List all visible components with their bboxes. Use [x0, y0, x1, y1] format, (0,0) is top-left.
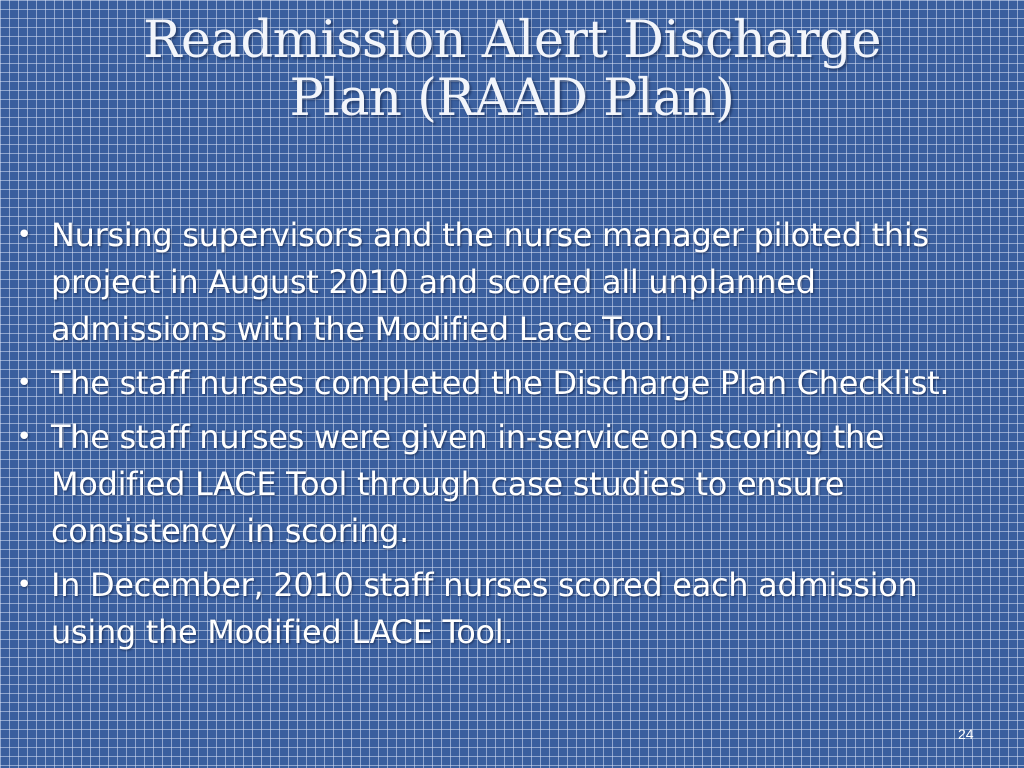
bullet-item	[14, 414, 994, 555]
page-number: 24	[958, 726, 974, 742]
bullet-text: Nursing supervisors and the nurse manager piloted this project in August 2010 and scored all unplanned admissions with the Modified Lace Tool.	[51, 216, 929, 348]
bullet-dot-icon: •	[16, 422, 32, 452]
bullet-item	[14, 212, 994, 353]
bullet-item	[14, 360, 994, 407]
bullet-text: The staff nurses were given in-service on scoring the Modified LACE Tool through case studies to ensure consistency in scoring.	[51, 418, 885, 550]
bullet-dot-icon: •	[16, 570, 32, 600]
bullet-dot-icon: •	[16, 220, 32, 250]
slide-title-line-1: Readmission Alert Discharge	[142, 11, 882, 70]
bullet-text: In December, 2010 staff nurses scored each admission using the Modified LACE Tool.	[51, 566, 918, 651]
bullet-text: The staff nurses completed the Discharge Plan Checklist.	[51, 364, 950, 402]
bullet-list	[14, 212, 994, 663]
bullet-dot-icon: •	[16, 368, 32, 398]
bullet-item	[14, 562, 994, 656]
slide-title-line-2: Plan (RAAD Plan)	[289, 69, 735, 128]
slide-title	[0, 12, 1024, 128]
